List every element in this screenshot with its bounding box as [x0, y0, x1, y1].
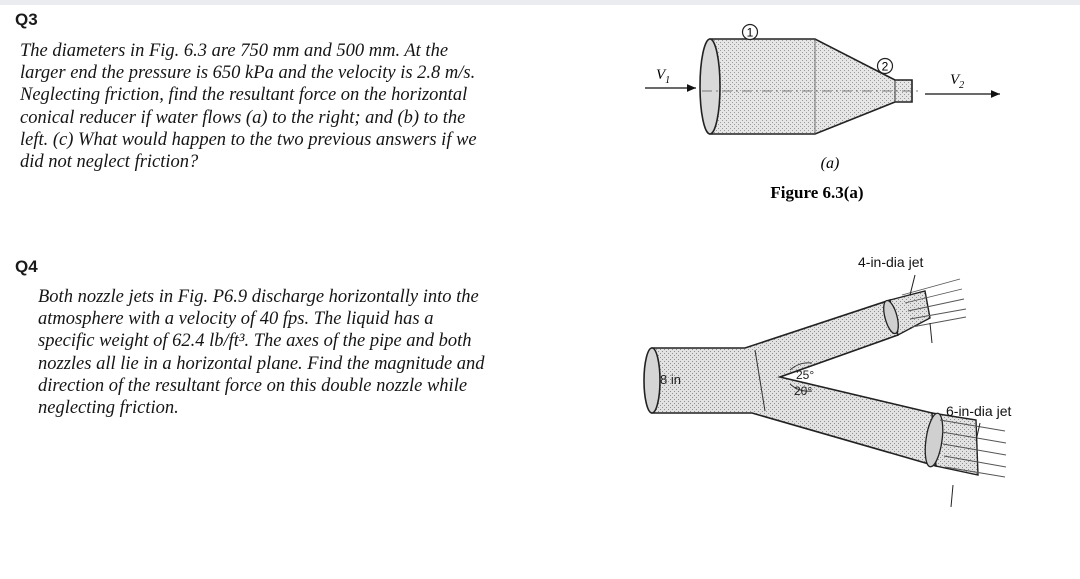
v2-subscript: 2 [959, 80, 965, 91]
pipe-diameter-label: 8 in [660, 372, 681, 387]
angle-top-label: 25° [796, 368, 815, 382]
q3-line: larger end the pressure is 650 kPa and the velocity is 2.8 m/s. [20, 63, 476, 84]
q3-line: did not neglect friction? [20, 152, 199, 173]
bottom-jet-label: 6-in-dia jet [946, 403, 1012, 419]
figure-sub-label: (a) [820, 155, 840, 172]
reducer-body [700, 39, 918, 134]
bottom-jet-tick [951, 485, 953, 507]
top-border [0, 0, 1080, 5]
v1-letter: V [656, 67, 666, 83]
q3-line: The diameters in Fig. 6.3 are 750 mm and 500 mm. At the [20, 41, 449, 61]
figure-conical-reducer [640, 18, 1020, 213]
q3-line: conical reducer if water flows (a) to the right; and (b) to the [20, 107, 466, 128]
q3-line: Neglecting friction, find the resultant force on the horizontal [20, 85, 468, 106]
section-1-marker [743, 25, 758, 40]
q4-line: nozzles all lie in a horizontal plane. Find the magnitude and [38, 353, 485, 374]
v1-subscript: 1 [665, 75, 671, 86]
q3-line: left. (c) What would happen to the two previous answers if we [20, 129, 477, 150]
top-jet-tick [930, 323, 932, 343]
section-2-number: 2 [881, 59, 889, 74]
q4-line: neglecting friction. [38, 398, 179, 419]
q4-line: direction of the resultant force on this double nozzle while [38, 375, 468, 396]
figure-double-nozzle [640, 245, 1060, 575]
v2-letter: V [950, 72, 960, 88]
q4-line: Both nozzle jets in Fig. P6.9 discharge horizontally into the [38, 287, 479, 307]
section-1-number: 1 [746, 25, 754, 40]
top-jet-label: 4-in-dia jet [858, 254, 924, 270]
q3-label: Q3 [15, 10, 38, 29]
v2-label [950, 72, 964, 91]
v1-label [656, 67, 670, 86]
q4-label: Q4 [15, 257, 38, 276]
q4-text [38, 286, 485, 419]
q3-text [20, 40, 477, 173]
angle-bottom-label: 20° [794, 384, 813, 398]
section-2-marker [878, 59, 893, 74]
figure-caption: Figure 6.3(a) [770, 183, 864, 202]
q4-line: atmosphere with a velocity of 40 fps. The liquid has a [38, 309, 434, 330]
q4-line: specific weight of 62.4 lb/ft³. The axes of the pipe and both [38, 331, 472, 352]
